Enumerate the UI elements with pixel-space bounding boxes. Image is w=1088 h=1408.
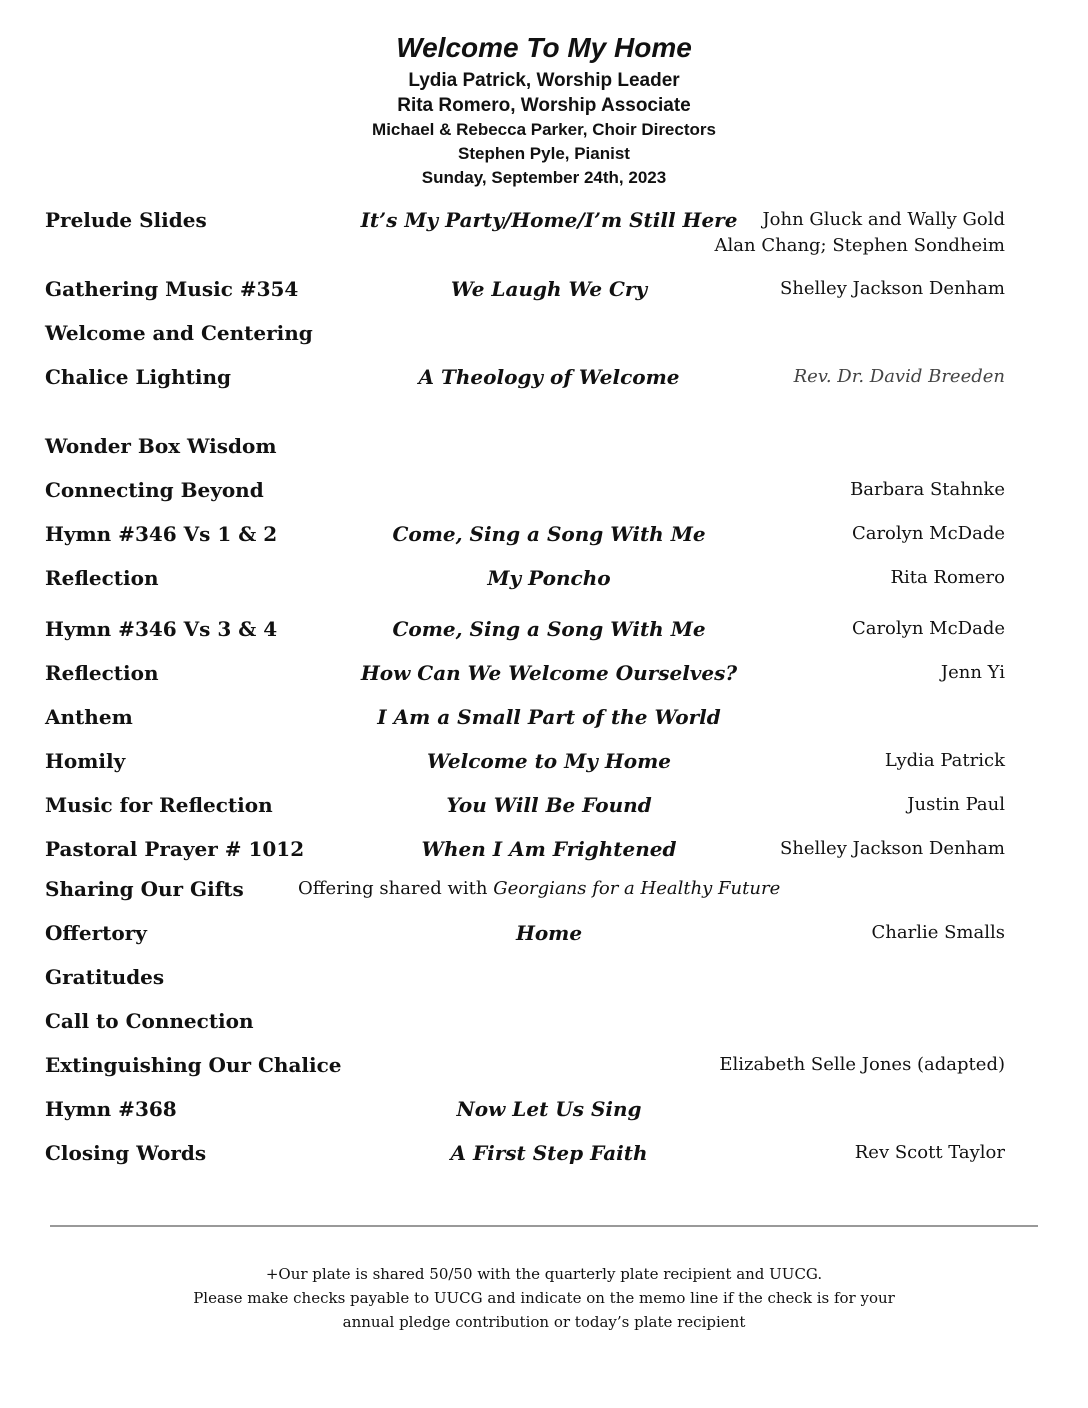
item-author: Charlie Smalls — [871, 922, 1005, 943]
footer-line: Please make checks payable to UUCG and indicate on the memo line if the check is for your — [193, 1289, 895, 1307]
service-title: Welcome To My Home — [396, 32, 692, 63]
order-item-chalice-lighting — [0, 362, 1088, 392]
item-author: Justin Paul — [907, 794, 1005, 815]
item-author: Rita Romero — [890, 567, 1005, 588]
item-author: Shelley Jackson Denham — [779, 278, 1005, 299]
item-piece: I Am a Small Part of the World — [377, 705, 721, 729]
pianist: Stephen Pyle, Pianist — [458, 144, 630, 163]
worship-leader: Lydia Patrick, Worship Leader — [408, 70, 680, 91]
item-piece: Come, Sing a Song With Me — [392, 522, 706, 546]
worship-associate: Rita Romero, Worship Associate — [397, 95, 691, 116]
order-item-reflection-1 — [0, 563, 1088, 593]
item-label: Hymn #346 Vs 3 & 4 — [45, 617, 278, 641]
order-item-homily — [0, 746, 1088, 776]
item-label: Wonder Box Wisdom — [45, 434, 277, 458]
item-label: Prelude Slides — [45, 208, 207, 232]
item-label: Reflection — [45, 566, 159, 590]
order-item-wonder-box — [0, 431, 1088, 461]
item-label: Welcome and Centering — [45, 321, 313, 345]
order-item-hymn-346-a — [0, 519, 1088, 549]
item-piece: A Theology of Welcome — [418, 365, 680, 389]
order-item-closing-words — [0, 1138, 1088, 1168]
order-item-hymn-346-b — [0, 614, 1088, 644]
item-label: Chalice Lighting — [45, 365, 232, 389]
item-author: Rev. Dr. David Breeden — [793, 366, 1005, 387]
order-item-connecting-beyond — [0, 475, 1088, 505]
item-author: Carolyn McDade — [851, 618, 1005, 639]
item-label: Sharing Our Gifts — [45, 877, 244, 901]
item-author-line1: John Gluck and Wally Gold — [762, 209, 1005, 230]
offering-note — [298, 874, 780, 904]
item-author: Barbara Stahnke — [850, 479, 1005, 500]
item-author: Lydia Patrick — [884, 750, 1005, 771]
item-piece: When I Am Frightened — [421, 837, 677, 861]
item-label: Music for Reflection — [45, 793, 273, 817]
item-author — [715, 205, 1005, 257]
item-label: Anthem — [45, 705, 133, 729]
order-item-gathering-music — [0, 274, 1088, 304]
item-label: Homily — [45, 749, 126, 773]
item-author: Carolyn McDade — [851, 523, 1005, 544]
order-item-sharing-gifts — [0, 874, 1088, 904]
item-piece: Now Let Us Sing — [456, 1097, 642, 1121]
order-item-offertory — [0, 918, 1088, 948]
item-label: Gratitudes — [45, 965, 165, 989]
item-label: Extinguishing Our Chalice — [45, 1053, 342, 1077]
order-item-call-to-connection — [0, 1006, 1088, 1036]
order-item-hymn-368 — [0, 1094, 1088, 1124]
item-piece: How Can We Welcome Ourselves? — [360, 661, 738, 685]
order-item-welcome — [0, 318, 1088, 348]
order-item-music-for-reflection — [0, 790, 1088, 820]
item-author: Rev Scott Taylor — [854, 1142, 1005, 1163]
order-item-gratitudes — [0, 962, 1088, 992]
item-label: Call to Connection — [45, 1009, 254, 1033]
item-piece: We Laugh We Cry — [450, 277, 648, 301]
plate-footer — [0, 1262, 1088, 1334]
offering-recipient: Georgians for a Healthy Future — [493, 878, 781, 899]
item-label: Offertory — [45, 921, 147, 945]
footer-divider — [50, 1225, 1038, 1227]
item-piece: Welcome to My Home — [427, 749, 671, 773]
footer-line: +Our plate is shared 50/50 with the quarterly plate recipient and UUCG. — [265, 1265, 823, 1283]
item-label: Reflection — [45, 661, 159, 685]
item-label: Gathering Music #354 — [45, 277, 299, 301]
choir-directors: Michael & Rebecca Parker, Choir Directors — [372, 120, 716, 139]
item-piece: A First Step Faith — [450, 1141, 648, 1165]
item-label: Hymn #346 Vs 1 & 2 — [45, 522, 278, 546]
order-item-pastoral-prayer — [0, 834, 1088, 864]
item-piece: My Poncho — [487, 566, 611, 590]
item-label: Pastoral Prayer # 1012 — [45, 837, 305, 861]
item-piece: Home — [515, 921, 583, 945]
item-piece: You Will Be Found — [446, 793, 652, 817]
footer-line: annual pledge contribution or today’s plate recipient — [342, 1313, 746, 1331]
item-author-line2: Alan Chang; Stephen Sondheim — [714, 235, 1005, 256]
item-author: Elizabeth Selle Jones (adapted) — [719, 1054, 1005, 1075]
service-date: Sunday, September 24th, 2023 — [421, 168, 667, 187]
order-item-reflection-2 — [0, 658, 1088, 688]
item-label: Hymn #368 — [45, 1097, 177, 1121]
item-author: Shelley Jackson Denham — [779, 838, 1005, 859]
item-piece: It’s My Party/Home/I’m Still Here — [360, 208, 738, 232]
item-label: Closing Words — [45, 1141, 207, 1165]
offering-prefix: Offering shared with — [298, 878, 488, 899]
order-item-anthem — [0, 702, 1088, 732]
item-label: Connecting Beyond — [45, 478, 264, 502]
item-author: Jenn Yi — [940, 662, 1005, 683]
order-item-prelude — [0, 205, 1088, 256]
item-piece: Come, Sing a Song With Me — [392, 617, 706, 641]
order-item-extinguishing-chalice — [0, 1050, 1088, 1080]
program-header — [0, 30, 1088, 190]
